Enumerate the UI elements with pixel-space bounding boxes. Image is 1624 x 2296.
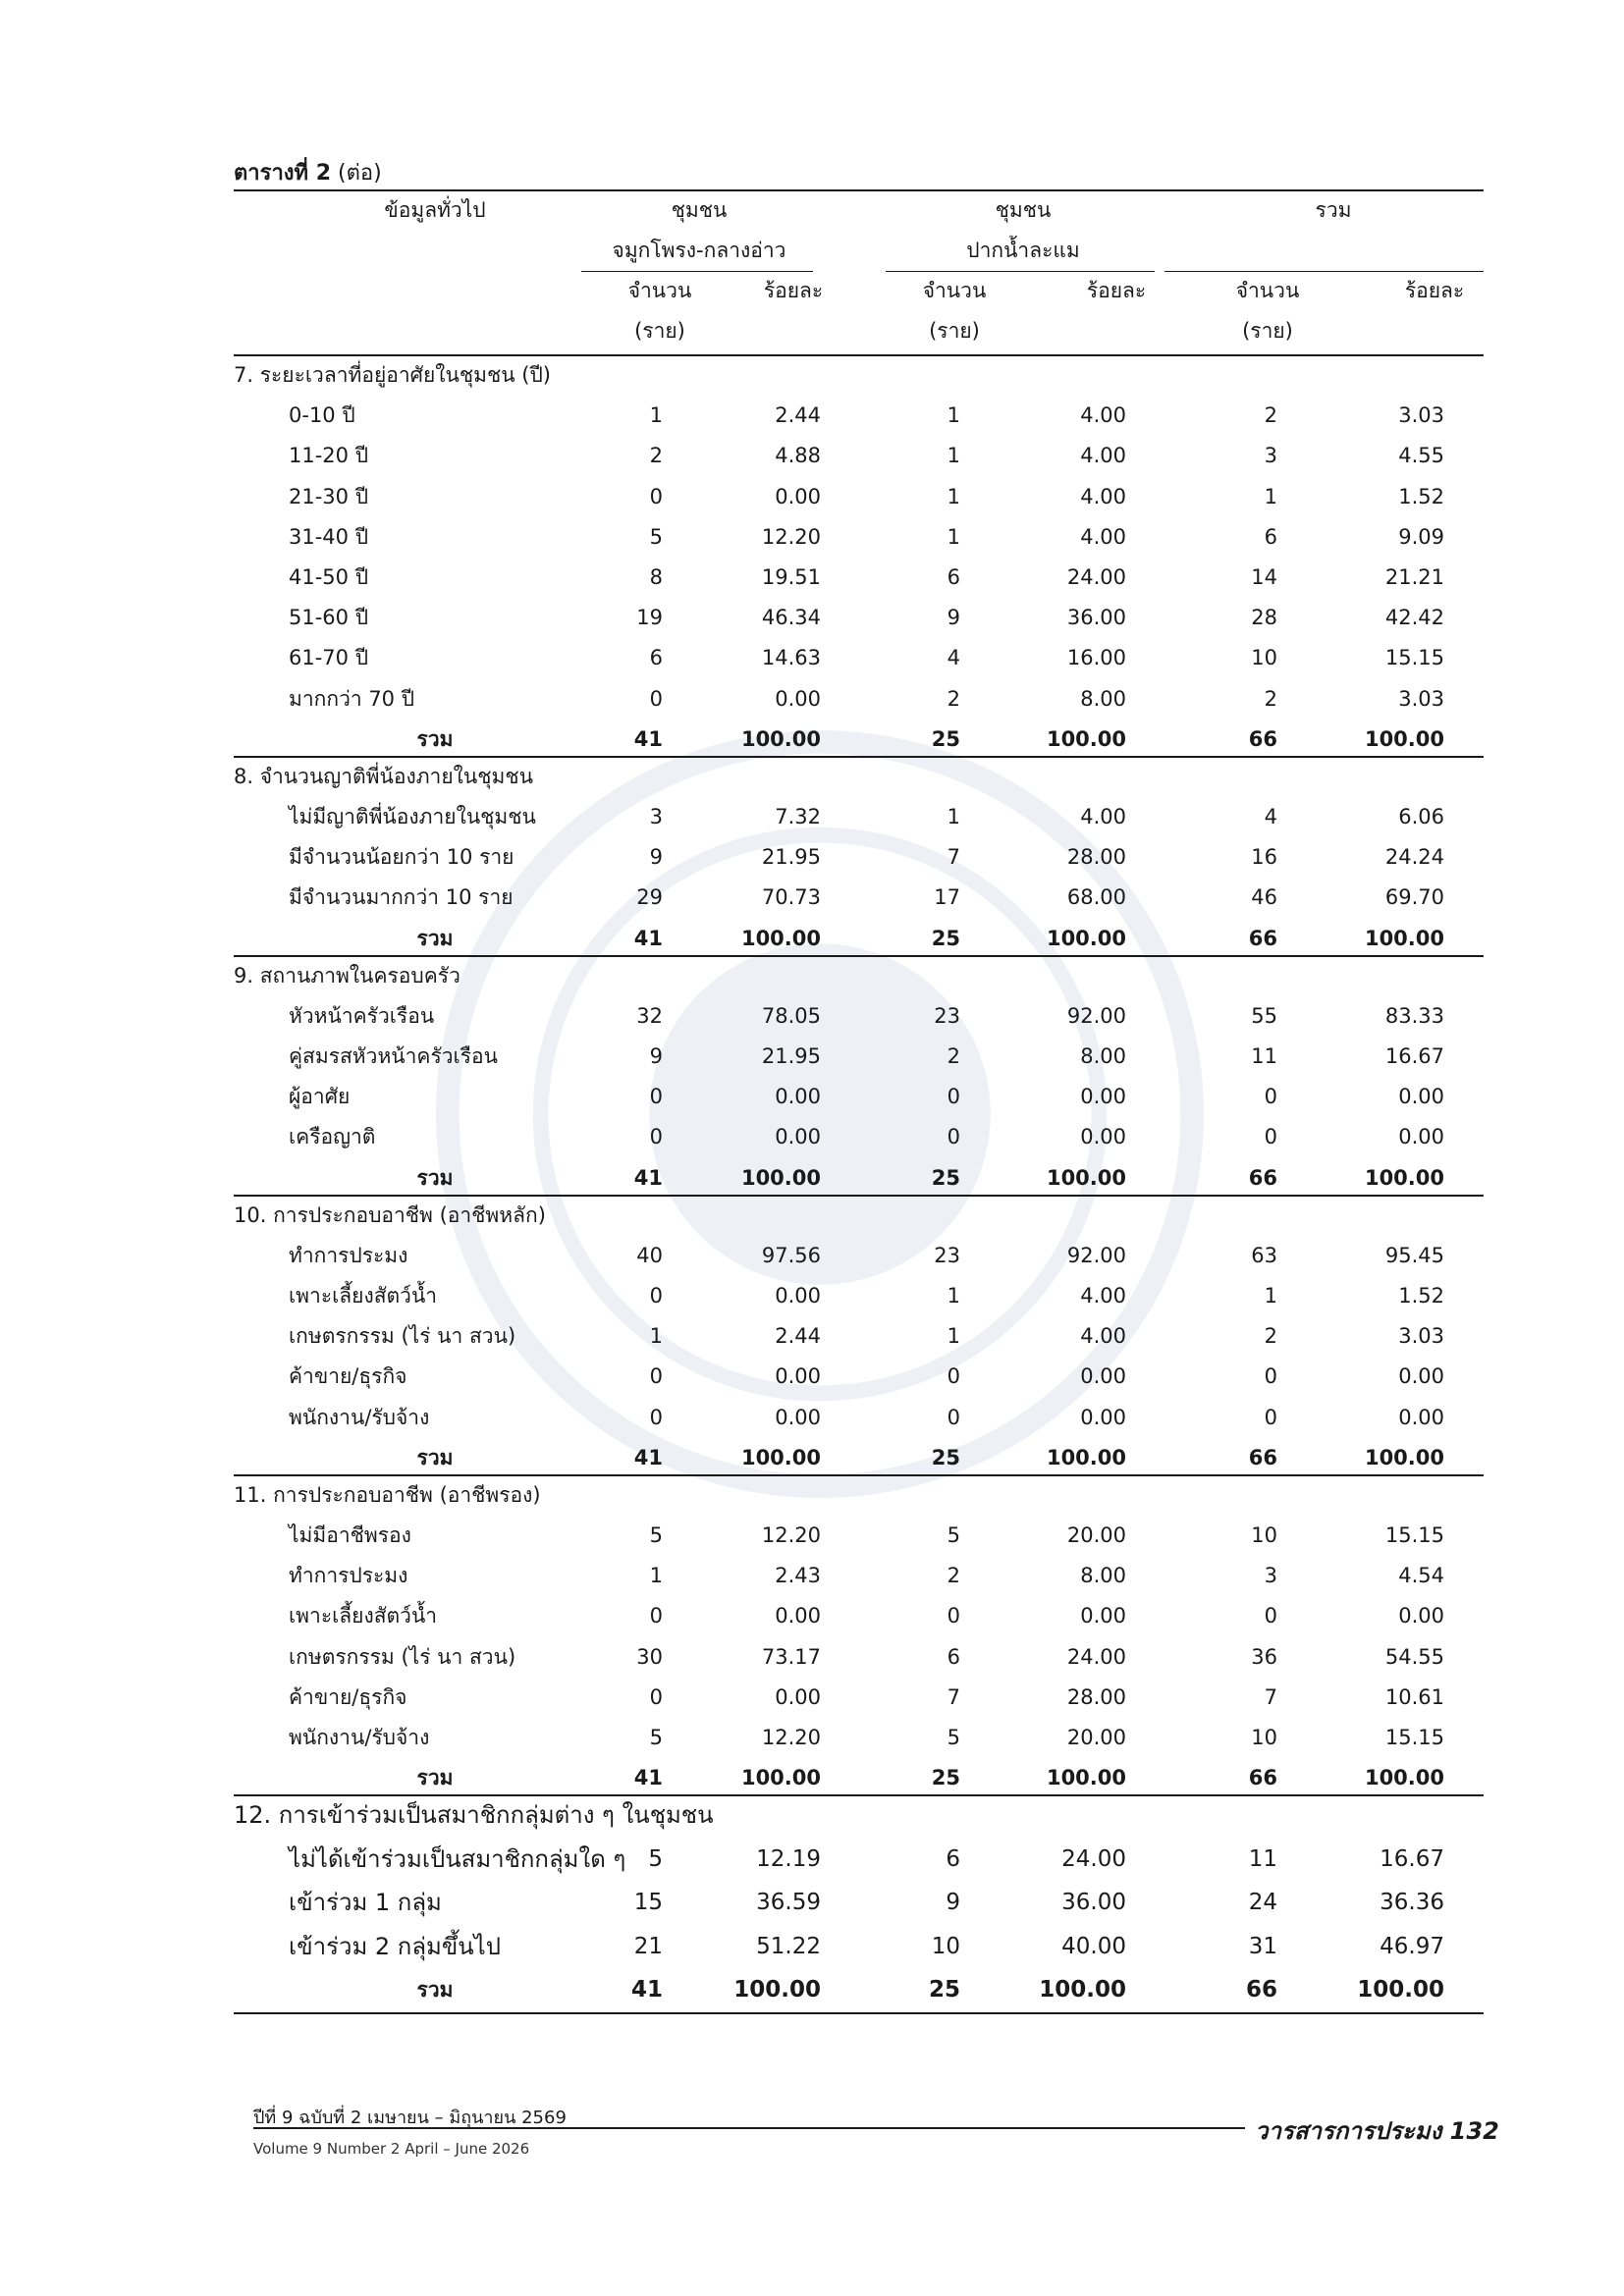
percent-cell: 4.00 [1080, 1324, 1126, 1349]
percent-cell: 40.00 [1061, 1933, 1126, 1959]
count-cell: 16 [1251, 845, 1277, 870]
percent-cell: 28.00 [1066, 845, 1126, 870]
count-cell: 0 [649, 1405, 663, 1429]
count-cell: 23 [934, 1003, 960, 1028]
row-label: ค้าขาย/ธุรกิจ [289, 1364, 407, 1389]
total-percent-cell: 100.00 [1039, 1977, 1126, 2003]
row-label: เพาะเลี้ยงสัตว์น้ำ [289, 1284, 438, 1308]
percent-cell: 16.67 [1380, 1845, 1444, 1872]
count-cell: 40 [636, 1243, 663, 1267]
table-caption [234, 155, 382, 189]
total-count-cell: 66 [1248, 1445, 1277, 1469]
percent-cell: 0.00 [1080, 1125, 1126, 1149]
count-cell: 7 [947, 1684, 960, 1709]
percent-cell: 54.55 [1384, 1644, 1444, 1669]
count-cell: 1 [1264, 1284, 1277, 1308]
percent-cell: 16.00 [1066, 646, 1126, 670]
total-percent-cell: 100.00 [1046, 1766, 1126, 1790]
percent-cell: 4.55 [1398, 444, 1444, 468]
percent-cell: 4.54 [1398, 1564, 1444, 1588]
count-cell: 23 [934, 1243, 960, 1267]
percent-cell: 12.20 [761, 1726, 821, 1749]
row-label: ไม่มีอาชีพรอง [289, 1523, 411, 1547]
count-cell: 10 [931, 1933, 960, 1959]
percent-cell: 0.00 [1080, 1405, 1126, 1429]
count-cell: 1 [947, 1284, 960, 1308]
count-cell: 1 [947, 444, 960, 468]
total-label: รวม [416, 1978, 454, 2002]
percent-cell: 36.00 [1061, 1890, 1126, 1916]
section-title: 7. ระยะเวลาที่อยู่อาศัยในชุมชน (ปี) [234, 363, 551, 387]
row-label: เกษตรกรรม (ไร่ นา สวน) [289, 1644, 516, 1669]
count-cell: 30 [636, 1644, 663, 1669]
percent-cell: 0.00 [775, 1684, 821, 1709]
count-cell: 7 [947, 845, 960, 870]
row-label: ทำการประมง [289, 1243, 408, 1267]
count-cell: 0 [649, 1604, 663, 1629]
count-cell: 4 [947, 646, 960, 670]
count-cell: 2 [1264, 1324, 1277, 1349]
total-count-cell: 25 [931, 726, 960, 751]
total-percent-cell: 100.00 [740, 926, 821, 950]
count-cell: 36 [1251, 1644, 1277, 1669]
percent-cell: 4.00 [1080, 1284, 1126, 1308]
count-cell: 9 [947, 606, 960, 630]
section-title: 11. การประกอบอาชีพ (อาชีพรอง) [234, 1482, 541, 1507]
percent-cell: 8.00 [1080, 1044, 1126, 1068]
percent-cell: 36.59 [756, 1890, 821, 1916]
section-title: 10. การประกอบอาชีพ (อาชีพหลัก) [234, 1202, 546, 1227]
percent-cell: 0.00 [775, 484, 821, 508]
count-cell: 4 [1264, 805, 1277, 828]
total-label: รวม [416, 1766, 454, 1790]
percent-cell: 1.52 [1398, 484, 1444, 508]
count-cell: 28 [1251, 606, 1277, 630]
count-cell: 63 [1251, 1243, 1277, 1267]
total-count-cell: 66 [1248, 1766, 1277, 1790]
percent-cell: 46.34 [761, 606, 821, 630]
percent-cell: 0.00 [1398, 1085, 1444, 1109]
percent-cell: 95.45 [1384, 1243, 1444, 1267]
total-percent-cell: 100.00 [740, 726, 821, 751]
count-cell: 5 [649, 524, 663, 549]
percent-cell: 78.05 [761, 1003, 821, 1028]
count-cell: 0 [649, 1364, 663, 1389]
row-label: 41-50 ปี [289, 565, 369, 589]
percent-cell: 0.00 [1080, 1364, 1126, 1389]
count-cell: 5 [947, 1523, 960, 1547]
percent-cell: 9.09 [1398, 524, 1444, 549]
total-percent-cell: 100.00 [740, 1165, 821, 1190]
total-percent-cell: 100.00 [733, 1977, 821, 2003]
percent-cell: 21.95 [761, 845, 821, 870]
count-cell: 0 [947, 1604, 960, 1629]
count-cell: 0 [1264, 1405, 1277, 1429]
header-group-underline [581, 271, 813, 272]
count-cell: 3 [649, 805, 663, 828]
percent-cell: 92.00 [1066, 1003, 1126, 1028]
percent-cell: 21.95 [761, 1044, 821, 1068]
count-cell: 5 [649, 1523, 663, 1547]
header-group-underline [886, 271, 1155, 272]
count-cell: 9 [649, 845, 663, 870]
percent-cell: 8.00 [1080, 686, 1126, 711]
total-count-cell: 25 [931, 1165, 960, 1190]
count-cell: 2 [947, 1564, 960, 1588]
percent-cell: 0.00 [775, 1604, 821, 1629]
count-cell: 2 [1264, 686, 1277, 711]
count-cell: 1 [649, 1324, 663, 1349]
row-label: พนักงาน/รับจ้าง [289, 1726, 430, 1749]
percent-cell: 0.00 [775, 1284, 821, 1308]
percent-cell: 20.00 [1066, 1523, 1126, 1547]
count-cell: 10 [1251, 1523, 1277, 1547]
count-cell: 1 [947, 524, 960, 549]
count-cell: 11 [1248, 1845, 1277, 1872]
count-cell: 10 [1251, 646, 1277, 670]
row-label: มากกว่า 70 ปี [289, 686, 415, 711]
footer-divider [253, 2127, 1245, 2129]
percent-cell: 4.00 [1080, 484, 1126, 508]
row-label: 61-70 ปี [289, 646, 369, 670]
percent-cell: 46.97 [1380, 1933, 1444, 1959]
row-label: มีจำนวนน้อยกว่า 10 ราย [289, 845, 514, 870]
section-divider-rule [234, 1195, 1484, 1197]
row-label: 51-60 ปี [289, 606, 369, 630]
percent-cell: 4.00 [1080, 444, 1126, 468]
count-cell: 21 [633, 1933, 663, 1959]
count-cell: 5 [947, 1726, 960, 1749]
count-cell: 1 [947, 1324, 960, 1349]
count-cell: 0 [1264, 1604, 1277, 1629]
count-cell: 0 [1264, 1125, 1277, 1149]
count-cell: 5 [648, 1845, 663, 1872]
table-continued-note: (ต่อ) [338, 161, 382, 186]
count-cell: 6 [649, 646, 663, 670]
percent-cell: 0.00 [1080, 1604, 1126, 1629]
percent-cell: 0.00 [1398, 1405, 1444, 1429]
row-label: ไม่ได้เข้าร่วมเป็นสมาชิกกลุ่มใด ๆ [289, 1844, 626, 1873]
count-cell: 0 [947, 1364, 960, 1389]
row-label: เครือญาติ [289, 1125, 376, 1149]
footer-issue-thai: ปีที่ 9 ฉบับที่ 2 เมษายน – มิถุนายน 2569 [253, 2108, 567, 2128]
count-cell: 0 [947, 1125, 960, 1149]
header-group-line1: ชุมชน [995, 198, 1052, 222]
row-label: ผู้อาศัย [289, 1085, 351, 1109]
percent-cell: 0.00 [775, 1405, 821, 1429]
row-label: เพาะเลี้ยงสัตว์น้ำ [289, 1604, 438, 1629]
percent-cell: 28.00 [1066, 1684, 1126, 1709]
total-percent-cell: 100.00 [1364, 1445, 1444, 1469]
total-count-cell: 41 [633, 926, 663, 950]
header-group-underline [1164, 271, 1484, 272]
row-label: 21-30 ปี [289, 484, 369, 508]
count-cell: 29 [636, 885, 663, 910]
header-count-unit: (ราย) [1242, 319, 1293, 343]
total-label: รวม [416, 1445, 454, 1469]
total-count-cell: 25 [928, 1977, 960, 2003]
percent-cell: 68.00 [1066, 885, 1126, 910]
count-cell: 0 [649, 1284, 663, 1308]
total-percent-cell: 100.00 [1364, 726, 1444, 751]
section-title: 12. การเข้าร่วมเป็นสมาชิกกลุ่มต่าง ๆ ในชุมชน [234, 1801, 714, 1830]
percent-cell: 3.03 [1398, 686, 1444, 711]
percent-cell: 1.52 [1398, 1284, 1444, 1308]
percent-cell: 24.00 [1066, 1644, 1126, 1669]
percent-cell: 70.73 [761, 885, 821, 910]
count-cell: 6 [946, 1845, 960, 1872]
total-count-cell: 66 [1248, 1165, 1277, 1190]
percent-cell: 24.00 [1061, 1845, 1126, 1872]
header-count-label: จำนวน [1235, 279, 1300, 302]
percent-cell: 0.00 [1398, 1364, 1444, 1389]
total-count-cell: 41 [633, 1766, 663, 1790]
percent-cell: 15.15 [1384, 646, 1444, 670]
header-group-line2: จมูกโพรง-กลางอ่าว [612, 239, 786, 262]
row-label: เข้าร่วม 2 กลุ่มขึ้นไป [289, 1932, 501, 1960]
total-percent-cell: 100.00 [1364, 1766, 1444, 1790]
total-percent-cell: 100.00 [1357, 1977, 1444, 2003]
row-label: พนักงาน/รับจ้าง [289, 1405, 430, 1429]
header-bottom-rule [234, 354, 1484, 356]
total-count-cell: 66 [1245, 1977, 1277, 2003]
section-divider-rule [234, 2012, 1484, 2014]
count-cell: 9 [946, 1890, 960, 1916]
total-count-cell: 66 [1248, 726, 1277, 751]
section-divider-rule [234, 955, 1484, 957]
count-cell: 1 [947, 403, 960, 428]
percent-cell: 97.56 [761, 1243, 821, 1267]
section-title: 9. สถานภาพในครอบครัว [234, 963, 460, 988]
count-cell: 2 [947, 686, 960, 711]
count-cell: 0 [1264, 1364, 1277, 1389]
header-group-line1: รวม [1315, 198, 1352, 222]
row-label: เข้าร่วม 1 กลุ่ม [289, 1889, 442, 1917]
count-cell: 6 [1264, 524, 1277, 549]
row-label: ทำการประมง [289, 1564, 408, 1588]
percent-cell: 4.00 [1080, 805, 1126, 828]
percent-cell: 92.00 [1066, 1243, 1126, 1267]
section-divider-rule [234, 1794, 1484, 1796]
percent-cell: 19.51 [761, 565, 821, 589]
count-cell: 0 [1264, 1085, 1277, 1109]
total-label: รวม [416, 926, 454, 950]
row-label: ค้าขาย/ธุรกิจ [289, 1684, 407, 1709]
section-divider-rule [234, 1474, 1484, 1476]
count-cell: 15 [633, 1890, 663, 1916]
total-count-cell: 41 [633, 726, 663, 751]
count-cell: 10 [1251, 1726, 1277, 1749]
percent-cell: 73.17 [761, 1644, 821, 1669]
percent-cell: 15.15 [1384, 1523, 1444, 1547]
count-cell: 0 [947, 1405, 960, 1429]
percent-cell: 36.00 [1066, 606, 1126, 630]
percent-cell: 4.88 [775, 444, 821, 468]
percent-cell: 4.00 [1080, 524, 1126, 549]
percent-cell: 10.61 [1384, 1684, 1444, 1709]
total-label: รวม [416, 1165, 454, 1190]
count-cell: 11 [1251, 1044, 1277, 1068]
percent-cell: 8.00 [1080, 1564, 1126, 1588]
total-label: รวม [416, 726, 454, 751]
row-label: ไม่มีญาติพี่น้องภายในชุมชน [289, 805, 536, 828]
percent-cell: 0.00 [1398, 1125, 1444, 1149]
count-cell: 6 [947, 1644, 960, 1669]
percent-cell: 2.44 [775, 1324, 821, 1349]
count-cell: 17 [934, 885, 960, 910]
percent-cell: 2.44 [775, 403, 821, 428]
count-cell: 2 [649, 444, 663, 468]
percent-cell: 2.43 [775, 1564, 821, 1588]
count-cell: 7 [1264, 1684, 1277, 1709]
total-percent-cell: 100.00 [1046, 726, 1126, 751]
percent-cell: 12.20 [761, 1523, 821, 1547]
total-percent-cell: 100.00 [1046, 1445, 1126, 1469]
percent-cell: 69.70 [1384, 885, 1444, 910]
percent-cell: 12.19 [756, 1845, 821, 1872]
percent-cell: 0.00 [1398, 1604, 1444, 1629]
header-count-unit: (ราย) [929, 319, 980, 343]
percent-cell: 7.32 [775, 805, 821, 828]
percent-cell: 36.36 [1380, 1890, 1444, 1916]
total-count-cell: 41 [630, 1977, 663, 2003]
percent-cell: 24.00 [1066, 565, 1126, 589]
footer-journal-title: วารสารการประมง 132 [1255, 2117, 1499, 2145]
count-cell: 0 [649, 686, 663, 711]
header-group-line1: ชุมชน [671, 198, 728, 222]
count-cell: 9 [649, 1044, 663, 1068]
header-count-unit: (ราย) [634, 319, 685, 343]
percent-cell: 83.33 [1384, 1003, 1444, 1028]
header-count-label: จำนวน [627, 279, 692, 302]
percent-cell: 14.63 [761, 646, 821, 670]
percent-cell: 16.67 [1384, 1044, 1444, 1068]
count-cell: 2 [947, 1044, 960, 1068]
total-count-cell: 25 [931, 1445, 960, 1469]
percent-cell: 24.24 [1384, 845, 1444, 870]
header-general-info: ข้อมูลทั่วไป [384, 198, 486, 222]
total-percent-cell: 100.00 [1364, 926, 1444, 950]
row-label: 11-20 ปี [289, 444, 369, 468]
percent-cell: 3.03 [1398, 403, 1444, 428]
count-cell: 0 [649, 484, 663, 508]
footer-issue-english: Volume 9 Number 2 April – June 2026 [253, 2140, 530, 2158]
total-count-cell: 41 [633, 1165, 663, 1190]
count-cell: 2 [1264, 403, 1277, 428]
table-top-rule [234, 189, 1484, 191]
row-label: เกษตรกรรม (ไร่ นา สวน) [289, 1324, 516, 1349]
percent-cell: 12.20 [761, 524, 821, 549]
percent-cell: 20.00 [1066, 1726, 1126, 1749]
count-cell: 3 [1264, 444, 1277, 468]
row-label: คู่สมรสหัวหน้าครัวเรือน [289, 1044, 498, 1068]
row-label: 0-10 ปี [289, 403, 355, 428]
header-pct-label: ร้อยละ [763, 279, 824, 302]
percent-cell: 6.06 [1398, 805, 1444, 828]
total-count-cell: 25 [931, 926, 960, 950]
total-percent-cell: 100.00 [740, 1766, 821, 1790]
percent-cell: 4.00 [1080, 403, 1126, 428]
percent-cell: 42.42 [1384, 606, 1444, 630]
row-label: หัวหน้าครัวเรือน [289, 1003, 435, 1028]
percent-cell: 0.00 [775, 1364, 821, 1389]
count-cell: 0 [649, 1125, 663, 1149]
header-pct-label: ร้อยละ [1086, 279, 1147, 302]
total-count-cell: 66 [1248, 926, 1277, 950]
total-percent-cell: 100.00 [740, 1445, 821, 1469]
count-cell: 1 [649, 1564, 663, 1588]
table-number: ตารางที่ 2 [234, 161, 332, 186]
count-cell: 6 [947, 565, 960, 589]
count-cell: 19 [636, 606, 663, 630]
percent-cell: 3.03 [1398, 1324, 1444, 1349]
count-cell: 55 [1251, 1003, 1277, 1028]
total-percent-cell: 100.00 [1046, 1165, 1126, 1190]
count-cell: 0 [947, 1085, 960, 1109]
count-cell: 14 [1251, 565, 1277, 589]
count-cell: 31 [1248, 1933, 1277, 1959]
count-cell: 0 [649, 1684, 663, 1709]
count-cell: 1 [947, 805, 960, 828]
count-cell: 1 [1264, 484, 1277, 508]
percent-cell: 15.15 [1384, 1726, 1444, 1749]
section-divider-rule [234, 756, 1484, 758]
count-cell: 1 [649, 403, 663, 428]
percent-cell: 0.00 [1080, 1085, 1126, 1109]
percent-cell: 0.00 [775, 1125, 821, 1149]
section-title: 8. จำนวนญาติพี่น้องภายในชุมชน [234, 764, 533, 788]
percent-cell: 0.00 [775, 1085, 821, 1109]
row-label: มีจำนวนมากกว่า 10 ราย [289, 885, 514, 910]
percent-cell: 21.21 [1384, 565, 1444, 589]
percent-cell: 0.00 [775, 686, 821, 711]
count-cell: 32 [636, 1003, 663, 1028]
total-percent-cell: 100.00 [1364, 1165, 1444, 1190]
percent-cell: 51.22 [756, 1933, 821, 1959]
total-count-cell: 41 [633, 1445, 663, 1469]
count-cell: 1 [947, 484, 960, 508]
count-cell: 0 [649, 1085, 663, 1109]
count-cell: 24 [1248, 1890, 1277, 1916]
header-group-line2: ปากน้ำละแม [966, 239, 1080, 262]
header-pct-label: ร้อยละ [1404, 279, 1465, 302]
count-cell: 5 [649, 1726, 663, 1749]
count-cell: 3 [1264, 1564, 1277, 1588]
total-count-cell: 25 [931, 1766, 960, 1790]
count-cell: 8 [649, 565, 663, 589]
row-label: 31-40 ปี [289, 524, 369, 549]
total-percent-cell: 100.00 [1046, 926, 1126, 950]
header-count-label: จำนวน [922, 279, 987, 302]
count-cell: 46 [1251, 885, 1277, 910]
